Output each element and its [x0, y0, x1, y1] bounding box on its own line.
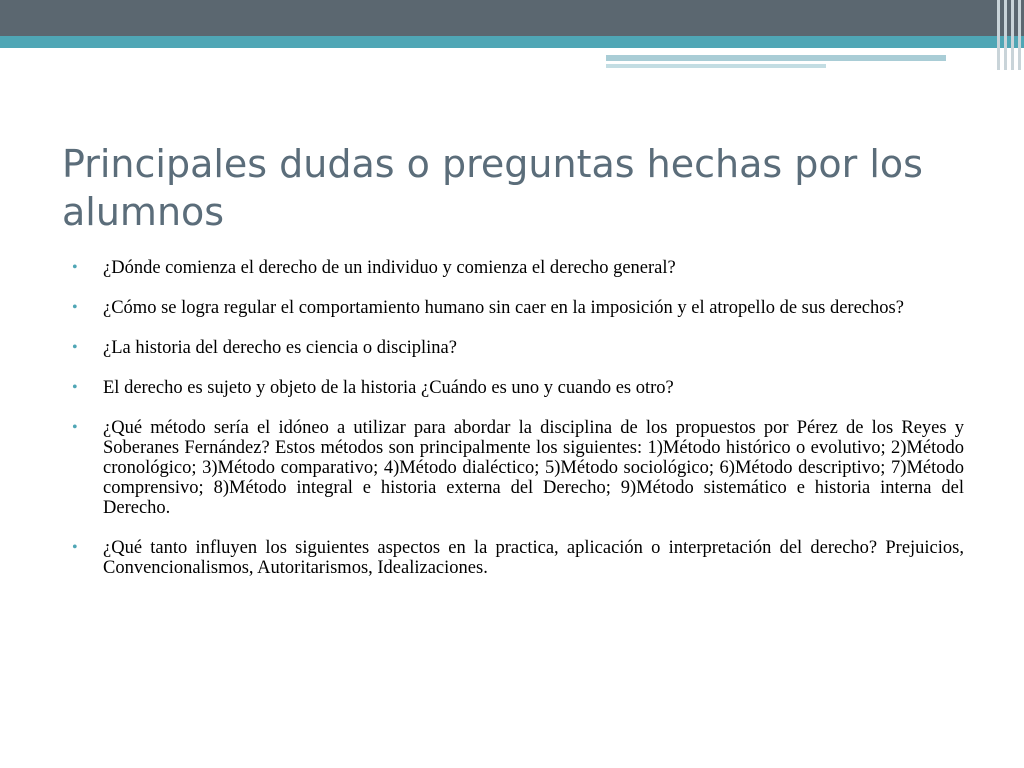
list-item-text: ¿Dónde comienza el derecho de un individuo y comienza el derecho general?: [103, 258, 676, 278]
list-item-text: ¿Qué método sería el idóneo a utilizar para abordar la disciplina de los propuestos por Pérez de los Reyes y Soberanes Fernández? Estos métodos son principalmente los siguientes: 1)Método histórico o evolutivo; 2)Método cronológico; 3)Método comparativo; 4)Método dialéctico; 5)Método sociológico; 6)Método descriptivo; 7)Método comprensivo; 8)Método integral e historia externa del Derecho; 9)Método sistemático e historia interna del Derecho.: [103, 418, 964, 518]
list-item: [72, 418, 964, 518]
slide-title: Principales dudas o preguntas hechas por los alumnos: [62, 142, 923, 234]
bullet-icon: •: [72, 259, 78, 276]
header-bar-dark: [0, 0, 1024, 36]
bullet-icon: •: [72, 339, 78, 356]
list-item-text: ¿Qué tanto influyen los siguientes aspectos en la practica, aplicación o interpretación del derecho? Prejuicios, Convencionalismos, Autoritarismos, Idealizaciones.: [103, 538, 964, 578]
list-item-text: El derecho es sujeto y objeto de la historia ¿Cuándo es uno y cuando es otro?: [103, 378, 674, 398]
bullet-icon: •: [72, 419, 78, 436]
list-item: [72, 258, 964, 278]
bullet-icon: •: [72, 539, 78, 556]
header-bar-teal: [0, 36, 1024, 48]
header-accent-line-short: [606, 64, 826, 68]
list-item-text: ¿La historia del derecho es ciencia o disciplina?: [103, 338, 457, 358]
list-item-text: ¿Cómo se logra regular el comportamiento humano sin caer en la imposición y el atropello de sus derechos?: [103, 298, 904, 318]
bullet-icon: •: [72, 299, 78, 316]
header-stripes: [994, 0, 1024, 70]
list-item: [72, 298, 964, 318]
list-item: [72, 378, 964, 398]
header-accent-line: [606, 55, 946, 61]
question-list: [72, 258, 964, 598]
bullet-icon: •: [72, 379, 78, 396]
list-item: [72, 338, 964, 358]
list-item: [72, 538, 964, 578]
